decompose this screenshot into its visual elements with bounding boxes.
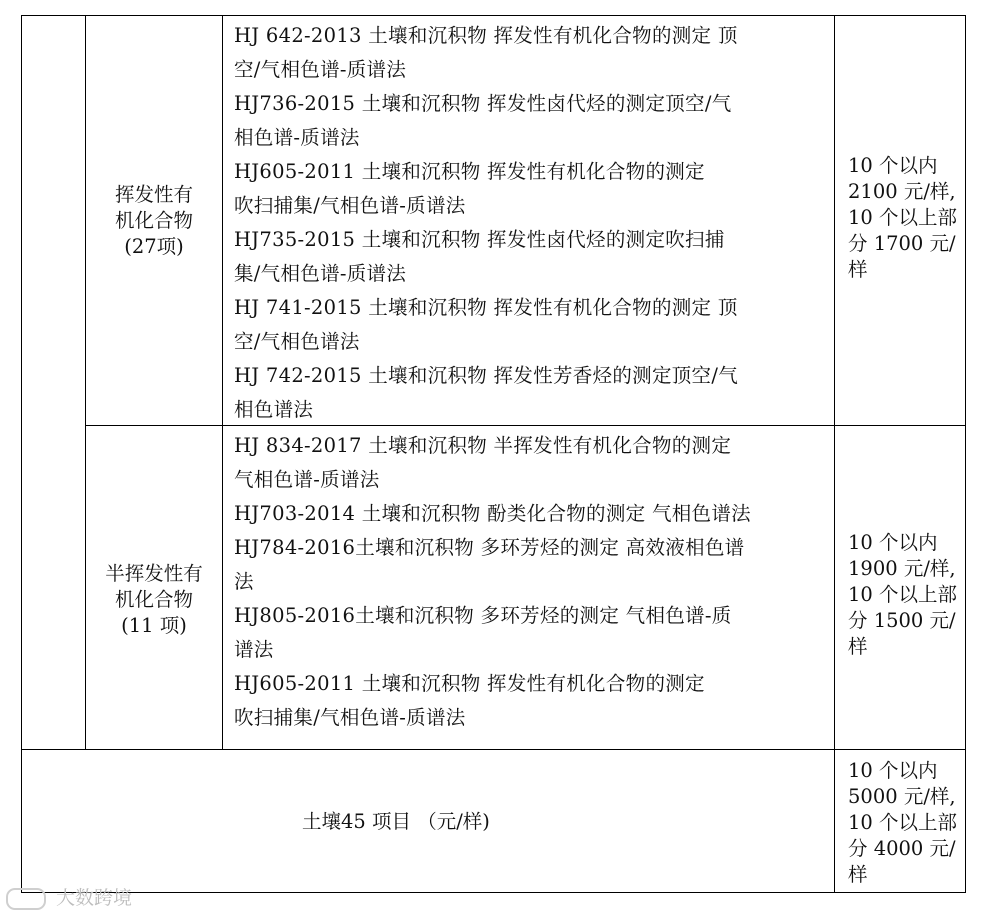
category-cell-semivolatile bbox=[86, 561, 222, 639]
price-line: 10 个以内 bbox=[848, 531, 938, 554]
category-line: 半挥发性有 bbox=[105, 562, 203, 585]
price-line: 10 个以上部 bbox=[848, 206, 958, 229]
price-line: 5000 元/样, bbox=[848, 785, 956, 808]
price-line: 2100 元/样, bbox=[848, 180, 956, 203]
table-rule-col2 bbox=[222, 15, 223, 750]
standard-line: HJ703-2014 土壤和沉积物 酚类化合物的测定 气相色谱法 bbox=[234, 502, 751, 525]
price-line: 样 bbox=[848, 258, 868, 281]
price-line: 样 bbox=[848, 863, 868, 886]
standard-line: HJ 834-2017 土壤和沉积物 半挥发性有机化合物的测定 bbox=[234, 434, 732, 457]
standard-line: 法 bbox=[234, 570, 254, 593]
price-line: 样 bbox=[848, 635, 868, 658]
standard-line: 集/气相色谱-质谱法 bbox=[234, 262, 407, 285]
standard-line: 相色谱-质谱法 bbox=[234, 126, 360, 149]
category-cell-volatile bbox=[86, 182, 222, 260]
standard-line: HJ805-2016土壤和沉积物 多环芳烃的测定 气相色谱-质 bbox=[234, 604, 732, 627]
table-border-top bbox=[21, 15, 966, 16]
price-cell-total bbox=[848, 758, 964, 888]
table-rule-col3 bbox=[834, 15, 835, 893]
category-line: 挥发性有 bbox=[114, 183, 193, 206]
standard-line: 相色谱法 bbox=[234, 398, 314, 421]
price-line: 10 个以上部 bbox=[848, 583, 958, 606]
watermark-text: 大数跨境 bbox=[56, 887, 133, 909]
table-border-bottom bbox=[21, 892, 966, 893]
standard-line: 吹扫捕集/气相色谱-质谱法 bbox=[234, 194, 466, 217]
standard-line: 气相色谱-质谱法 bbox=[234, 468, 380, 491]
standard-line: HJ 742-2015 土壤和沉积物 挥发性芳香烃的测定顶空/气 bbox=[234, 364, 739, 387]
standard-line: HJ 741-2015 土壤和沉积物 挥发性有机化合物的测定 顶 bbox=[234, 296, 738, 319]
standard-line: HJ 642-2013 土壤和沉积物 挥发性有机化合物的测定 顶 bbox=[234, 24, 738, 47]
price-cell-semivolatile bbox=[848, 530, 964, 660]
standards-cell-semivolatile bbox=[234, 429, 830, 735]
standard-line: 空/气相色谱-质谱法 bbox=[234, 58, 407, 81]
standard-line: 谱法 bbox=[234, 638, 274, 661]
standard-line: HJ784-2016土壤和沉积物 多环芳烃的测定 高效液相色谱 bbox=[234, 536, 745, 559]
price-line: 10 个以上部 bbox=[848, 811, 958, 834]
category-line: (11 项) bbox=[121, 614, 187, 637]
category-line: 机化合物 bbox=[114, 209, 193, 232]
table-rule-col1 bbox=[85, 15, 86, 750]
standard-line: HJ605-2011 土壤和沉积物 挥发性有机化合物的测定 bbox=[234, 160, 705, 183]
standard-line: 空/气相色谱法 bbox=[234, 330, 360, 353]
price-line: 1900 元/样, bbox=[848, 557, 956, 580]
price-line: 分 1500 元/ bbox=[848, 609, 956, 632]
category-line: 机化合物 bbox=[114, 588, 193, 611]
watermark bbox=[6, 883, 132, 910]
price-line: 10 个以内 bbox=[848, 759, 938, 782]
price-line: 分 1700 元/ bbox=[848, 232, 956, 255]
standard-line: 吹扫捕集/气相色谱-质谱法 bbox=[234, 706, 466, 729]
table-border-right bbox=[965, 15, 966, 893]
price-cell-volatile bbox=[848, 153, 964, 283]
standard-line: HJ736-2015 土壤和沉积物 挥发性卤代烃的测定顶空/气 bbox=[234, 92, 732, 115]
table-border-left bbox=[21, 15, 22, 893]
price-line: 分 4000 元/ bbox=[848, 837, 956, 860]
category-line: (27项) bbox=[124, 235, 184, 258]
price-line: 10 个以内 bbox=[848, 154, 938, 177]
table-rule-total-top bbox=[21, 749, 966, 750]
standard-line: HJ735-2015 土壤和沉积物 挥发性卤代烃的测定吹扫捕 bbox=[234, 228, 725, 251]
brand-logo-icon bbox=[6, 888, 46, 910]
total-label: 土壤45 项目 （元/样) bbox=[302, 810, 490, 833]
standard-line: HJ605-2011 土壤和沉积物 挥发性有机化合物的测定 bbox=[234, 672, 705, 695]
standards-cell-volatile bbox=[234, 19, 830, 427]
